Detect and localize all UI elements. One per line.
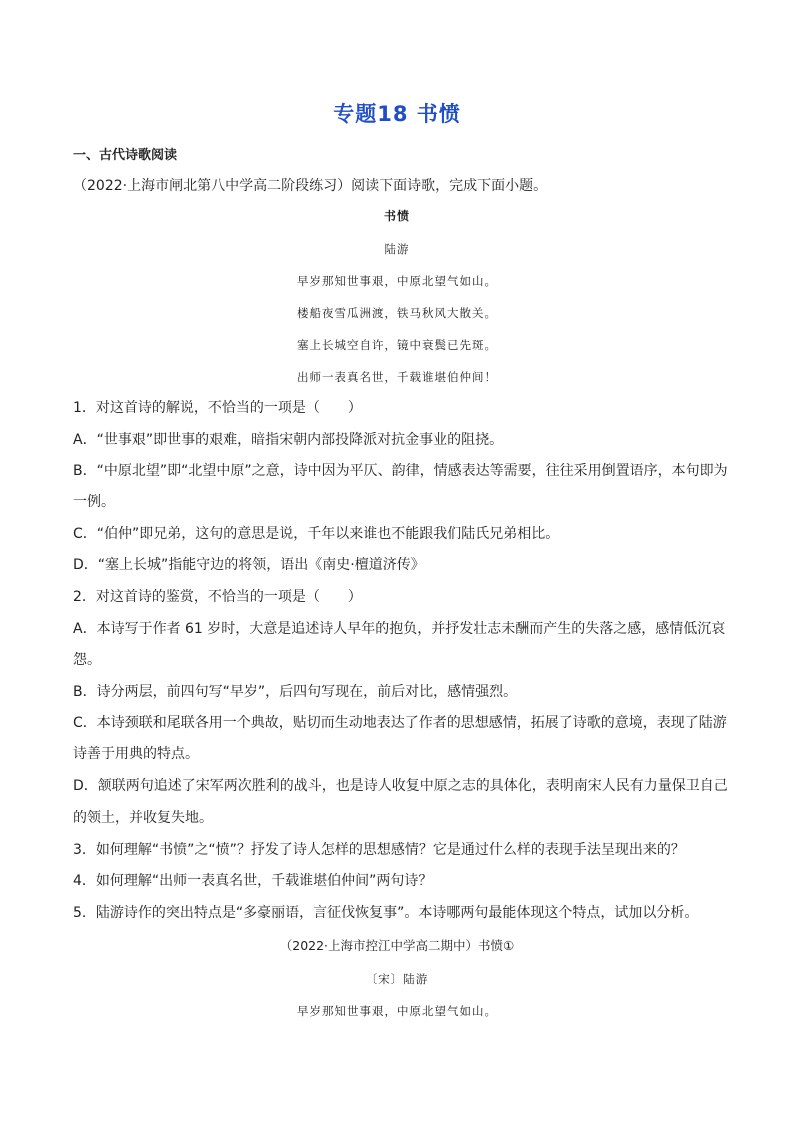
question-1-option-b: B．“中原北望”即“北望中原”之意，诗中因为平仄、韵律，情感表达等需要，往往采用倒置语序，本句即为 — [73, 463, 728, 479]
poem-line: 塞上长城空自许，镜中衰鬓已先斑。 — [297, 338, 497, 352]
question-2-option-a-cont: 怨。 — [73, 652, 101, 668]
poem-line: 出师一表真名世，千载谁堪伯仲间！ — [297, 370, 497, 384]
second-poem-author: 〔宋〕陆游 — [365, 972, 429, 986]
question-2-option-a: A．本诗写于作者 61 岁时，大意是追述诗人早年的抱负，并抒发壮志未酬而产生的失落之感，感情低沉哀 — [73, 621, 726, 637]
poem-author: 陆游 — [384, 242, 410, 256]
question-1-option-c: C．“伯仲”即兄弟，这句的意思是说，千年以来谁也不能跟我们陆氏兄弟相比。 — [73, 526, 560, 542]
question-4: 4．如何理解“出师一表真名世，千载谁堪伯仲间”两句诗？ — [73, 873, 433, 889]
question-1-stem: 1．对这首诗的解说，不恰当的一项是（ ） — [73, 400, 362, 416]
question-2-option-c: C．本诗颈联和尾联各用一个典故，贴切而生动地表达了作者的思想感情，拓展了诗歌的意境，表现了陆游 — [73, 715, 727, 731]
second-poem-line: 早岁那知世事艰，中原北望气如山。 — [297, 1004, 497, 1018]
question-2-option-c-cont: 诗善于用典的特点。 — [73, 746, 199, 762]
question-2-option-d: D．颔联两句追述了宋军两次胜利的战斗，也是诗人收复中原之志的具体化，表明南宋人民有力量保卫自己 — [73, 778, 728, 794]
question-2-option-b: B．诗分两层，前四句写“早岁”，后四句写现在，前后对比，感情强烈。 — [73, 684, 518, 700]
question-2-option-d-cont: 的领土，并收复失地。 — [73, 810, 213, 826]
question-1-option-a: A．“世事艰”即世事的艰难，暗指宋朝内部投降派对抗金事业的阻挠。 — [73, 432, 504, 448]
second-poem-source: （2022·上海市控江中学高二期中）书愤① — [279, 938, 515, 953]
poem-title: 书愤 — [383, 209, 410, 223]
section-heading: 一、古代诗歌阅读 — [73, 148, 178, 163]
question-3: 3．如何理解“书愤”之“愤”？抒发了诗人怎样的思想感情？它是通过什么样的表现手法呈现出来的？ — [73, 842, 685, 858]
source-intro: （2022·上海市闸北第八中学高二阶段练习）阅读下面诗歌，完成下面小题。 — [73, 178, 548, 194]
poem-line: 楼船夜雪瓜洲渡，铁马秋风大散关。 — [297, 306, 497, 320]
question-1-option-d: D．“塞上长城”指能守边的将领，语出《南史·檀道济传》 — [73, 557, 425, 573]
question-5: 5．陆游诗作的突出特点是“多豪丽语，言征伐恢复事”。本诗哪两句最能体现这个特点，试加以分析。 — [73, 905, 699, 921]
page-title: 专题18 书愤 — [333, 102, 461, 126]
poem-line: 早岁那知世事艰，中原北望气如山。 — [297, 274, 497, 288]
question-2-stem: 2．对这首诗的鉴赏，不恰当的一项是（ ） — [73, 589, 362, 605]
question-1-option-b-cont: 一例。 — [73, 494, 115, 510]
